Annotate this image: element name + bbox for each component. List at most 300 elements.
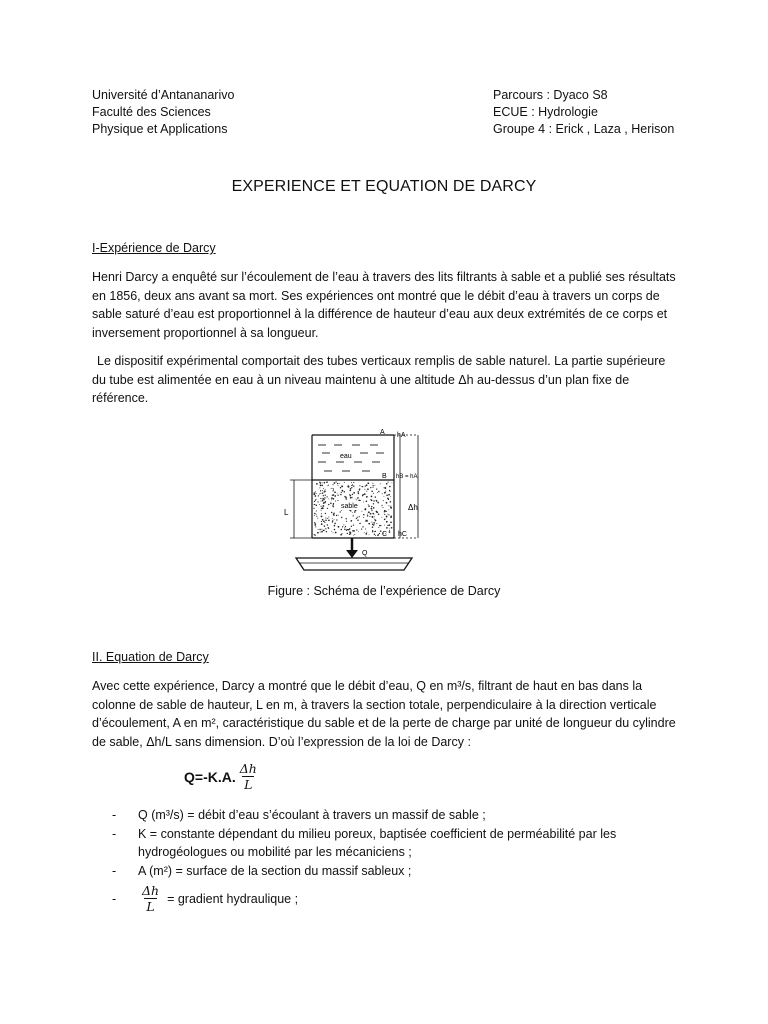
- sand-grain: [350, 495, 352, 497]
- sand-grain: [377, 492, 378, 493]
- sand-grain: [389, 531, 391, 533]
- sand-grain: [374, 485, 375, 486]
- sand-grain: [357, 519, 359, 521]
- sand-grain: [340, 511, 341, 512]
- sand-grain: [372, 530, 374, 532]
- sand-grain: [324, 522, 325, 523]
- sand-grain: [341, 517, 342, 518]
- sand-grain: [352, 497, 353, 498]
- sand-grain: [320, 490, 321, 491]
- sand-grain: [368, 505, 370, 507]
- sand-grain: [383, 500, 384, 501]
- sand-grain: [316, 514, 317, 515]
- sand-grain: [376, 523, 377, 524]
- sand-grain: [378, 527, 379, 528]
- sand-grain: [365, 520, 366, 521]
- darcy-experiment-figure: [282, 425, 422, 575]
- sand-grain: [327, 518, 328, 519]
- sand-grain: [340, 487, 341, 488]
- sand-grain: [386, 521, 388, 523]
- sand-grain: [372, 517, 373, 518]
- sand-grain: [325, 513, 326, 514]
- sand-grain: [368, 483, 369, 484]
- sand-grain: [333, 498, 335, 500]
- sand-grain: [345, 498, 347, 500]
- sand-grain: [365, 485, 366, 486]
- sand-grain: [364, 532, 365, 533]
- sand-grain: [334, 523, 336, 525]
- sand-grain: [319, 529, 320, 530]
- sand-grain: [344, 491, 345, 492]
- sand-grain: [342, 486, 343, 487]
- sand-grain: [328, 504, 329, 505]
- sand-grain: [386, 511, 387, 512]
- label-hB-hA: hB = hA: [396, 474, 418, 480]
- sand-grain: [332, 518, 333, 519]
- sand-grain: [356, 499, 357, 500]
- sand-grain: [345, 526, 346, 527]
- sand-grain: [374, 524, 375, 525]
- sand-grain: [385, 492, 386, 493]
- sand-grain: [326, 481, 328, 483]
- sand-grain: [379, 525, 381, 527]
- sand-grain: [350, 533, 351, 534]
- sand-grain: [344, 482, 345, 483]
- sand-grain: [374, 534, 375, 535]
- sand-grain: [375, 520, 377, 522]
- sand-grain: [317, 501, 318, 502]
- sand-grain: [363, 517, 364, 518]
- sand-grain: [316, 516, 317, 517]
- sand-grain: [334, 529, 336, 531]
- sand-grain: [340, 534, 342, 536]
- label-L: L: [284, 508, 289, 517]
- sand-grain: [380, 483, 381, 484]
- sand-grain: [358, 497, 359, 498]
- sand-grain: [321, 523, 323, 525]
- sand-grain: [314, 501, 315, 502]
- sand-grain: [388, 505, 389, 506]
- sand-grain: [317, 518, 318, 519]
- sand-grain: [371, 522, 372, 523]
- sand-grain: [371, 508, 373, 510]
- faculty-name: Faculté des Sciences: [92, 105, 211, 119]
- sand-grain: [356, 529, 357, 530]
- sand-grain: [351, 526, 352, 527]
- collection-trough: [296, 558, 412, 570]
- sand-grain: [334, 495, 336, 497]
- sand-grain: [314, 534, 315, 535]
- sand-grain: [326, 531, 327, 532]
- sand-grain: [347, 485, 349, 487]
- sand-grain: [382, 493, 383, 494]
- sand-grain: [370, 513, 372, 515]
- sand-grain: [354, 511, 356, 513]
- sand-grain: [331, 512, 332, 513]
- sand-grain: [373, 500, 374, 501]
- sand-grain: [335, 500, 336, 501]
- sand-grain: [357, 517, 358, 518]
- sand-grain: [390, 516, 391, 517]
- sand-grain: [386, 516, 388, 518]
- sand-grain: [388, 524, 390, 526]
- sand-grain: [390, 506, 391, 507]
- formula-numerator: Δh: [239, 761, 257, 776]
- formula-denominator: L: [244, 777, 253, 792]
- sand-grain: [372, 526, 374, 528]
- sand-grain: [362, 526, 363, 527]
- sand-grain: [337, 494, 338, 495]
- def-gradient: [112, 884, 298, 914]
- sand-grain: [314, 504, 315, 505]
- sand-grain: [353, 516, 354, 517]
- gradient-denominator: L: [146, 899, 155, 914]
- list-dash: -: [112, 826, 117, 841]
- list-dash: -: [112, 863, 117, 878]
- sand-grain: [343, 524, 344, 525]
- sand-grain: [315, 495, 317, 497]
- label-hC: hC: [398, 531, 407, 538]
- sand-grain: [334, 525, 336, 527]
- sand-grain: [375, 535, 376, 536]
- sand-grain: [338, 485, 339, 486]
- sand-grain: [383, 496, 384, 497]
- def-K: K = constante dépendant du milieu poreux, baptisée coefficient de perméabilité par les hydrogéologues ou mobilité par les mécaniciens ;: [138, 826, 617, 859]
- sand-grain: [332, 520, 333, 521]
- sand-grain: [316, 510, 317, 511]
- sand-grain: [321, 506, 322, 507]
- sand-grain: [385, 488, 387, 490]
- sand-grain: [323, 495, 324, 496]
- sand-grain: [384, 510, 386, 512]
- sand-grain: [353, 486, 354, 487]
- course-track: Parcours : Dyaco S8: [493, 88, 608, 102]
- sand-grain: [366, 484, 368, 486]
- sand-grain: [332, 495, 333, 496]
- sand-grain: [373, 493, 374, 494]
- sand-grain: [321, 501, 322, 502]
- sand-grain: [320, 498, 321, 499]
- course-unit: ECUE : Hydrologie: [493, 105, 598, 119]
- sand-grain: [315, 500, 316, 501]
- sand-grain: [328, 485, 329, 486]
- sand-grain: [321, 516, 323, 518]
- sand-grain: [389, 530, 390, 531]
- list-dash: -: [112, 892, 117, 906]
- sand-grain: [315, 535, 316, 536]
- sand-grain: [359, 523, 361, 525]
- def-Q: Q (m³/s) = débit d’eau s’écoulant à travers un massif de sable ;: [138, 808, 486, 822]
- sand-grain: [324, 497, 325, 498]
- sand-grain: [339, 483, 340, 484]
- sand-grain: [321, 513, 322, 514]
- def-A: A (m²) = surface de la section du massif sableux ;: [138, 863, 412, 878]
- sand-grain: [322, 519, 324, 521]
- sand-grain: [355, 499, 356, 500]
- sand-grain: [325, 491, 326, 492]
- sand-grain: [344, 528, 346, 530]
- sand-grain: [390, 506, 391, 507]
- sand-grain: [334, 513, 335, 514]
- sand-grain: [390, 521, 392, 523]
- sand-grain: [350, 488, 352, 490]
- sand-grain: [351, 482, 352, 483]
- sand-grain: [359, 516, 360, 517]
- sand-grain: [321, 510, 322, 511]
- section1-paragraph1: Henri Darcy a enquêté sur l’écoulement de l’eau à travers des lits filtrants à sable et a publié ses résultats en 1856, deux ans avant sa mort. Ses expériences ont montré que le débit d’eau à travers un corps de sable saturé d’eau est proportionnel à la différence de hauteur d’eau aux deux extrémités de ce corps et inversement proportionnel à sa longueur.: [92, 270, 676, 340]
- sand-grain: [365, 528, 366, 529]
- sand-grain: [372, 483, 373, 484]
- sand-grain: [353, 515, 354, 516]
- sand-grain: [325, 501, 326, 502]
- sand-grain: [328, 498, 329, 499]
- sand-grain: [390, 496, 391, 497]
- sand-grain: [322, 498, 323, 499]
- sand-grain: [390, 491, 391, 492]
- sand-grain: [373, 524, 375, 526]
- sand-grain: [336, 519, 337, 520]
- sand-grain: [388, 514, 389, 515]
- sand-grain: [314, 513, 316, 515]
- sand-grain: [358, 493, 359, 494]
- sand-grain: [323, 488, 324, 489]
- section1-paragraph2: Le dispositif expérimental comportait des tubes verticaux remplis de sable naturel. La partie supérieure du tube est alimentée en eau à un niveau maintenu à une altitude Δh au-dessus d’un plan fixe de référence.: [92, 354, 666, 405]
- sand-grain: [354, 534, 355, 535]
- label-B: B: [382, 473, 387, 480]
- sand-grain: [367, 514, 368, 515]
- sand-grain: [370, 499, 371, 500]
- sand-grain: [361, 528, 362, 529]
- sand-grain: [320, 531, 321, 532]
- sand-grain: [331, 488, 332, 489]
- sand-grain: [322, 508, 323, 509]
- sand-grain: [332, 491, 333, 492]
- sand-grain: [323, 520, 325, 522]
- sand-grain: [385, 491, 386, 492]
- sand-grain: [365, 533, 367, 535]
- sand-grain: [332, 484, 333, 485]
- list-item: [112, 825, 672, 862]
- sand-grain: [358, 531, 359, 532]
- sand-grain: [376, 511, 378, 513]
- sand-grain: [352, 494, 353, 495]
- section2-heading: II. Equation de Darcy: [92, 650, 209, 664]
- sand-grain: [321, 485, 323, 487]
- sand-grain: [371, 506, 372, 507]
- sand-grain: [371, 510, 372, 511]
- sand-grain: [359, 489, 360, 490]
- sand-grain: [319, 494, 320, 495]
- sand-grain: [384, 518, 386, 520]
- sand-grain: [374, 531, 375, 532]
- sand-grain: [356, 518, 357, 519]
- sand-grain: [386, 495, 388, 497]
- sand-grain: [366, 496, 368, 498]
- sand-grain: [377, 502, 379, 504]
- sand-grain: [325, 519, 327, 521]
- sand-grain: [358, 500, 360, 502]
- sand-grain: [321, 521, 322, 522]
- sand-grain: [387, 498, 389, 500]
- sand-grain: [373, 485, 374, 486]
- sand-grain: [333, 504, 334, 505]
- list-item: [112, 862, 672, 881]
- sand-grain: [337, 493, 338, 494]
- sand-grain: [333, 506, 334, 507]
- sand-grain: [342, 526, 343, 527]
- figure-caption: Figure : Schéma de l’expérience de Darcy: [267, 584, 501, 598]
- sand-grain: [320, 484, 322, 486]
- sand-grain: [376, 500, 377, 501]
- sand-grain: [328, 528, 329, 529]
- sand-grain: [335, 532, 337, 534]
- sand-grain: [344, 527, 345, 528]
- label-delta-h: Δh: [408, 503, 418, 512]
- definitions-list: [112, 806, 672, 880]
- sand-grain: [326, 496, 327, 497]
- gradient-fraction: [140, 884, 161, 914]
- section1-heading: I-Expérience de Darcy: [92, 241, 216, 255]
- sand-grain: [340, 494, 342, 496]
- sand-grain: [351, 485, 352, 486]
- sand-grain: [350, 490, 351, 491]
- sand-grain: [315, 526, 316, 527]
- sand-grain: [324, 530, 325, 531]
- sand-grain: [390, 501, 392, 503]
- sand-grain: [364, 509, 366, 511]
- sand-grain: [322, 492, 324, 494]
- sand-grain: [373, 522, 375, 524]
- sand-grain: [338, 526, 340, 528]
- sand-grain: [325, 528, 326, 529]
- sand-grain: [381, 525, 382, 526]
- sand-grain: [314, 515, 315, 516]
- sand-grain: [338, 515, 339, 516]
- page-title: EXPERIENCE ET EQUATION DE DARCY: [231, 178, 537, 195]
- sand-grain: [391, 527, 393, 529]
- sand-grain: [386, 483, 388, 485]
- sand-grain: [386, 502, 388, 504]
- sand-grain: [370, 487, 371, 488]
- sand-grain: [334, 491, 336, 493]
- sand-grain: [388, 482, 389, 483]
- sand-grain: [315, 523, 316, 524]
- sand-grain: [378, 513, 380, 515]
- sand-grain: [369, 523, 371, 525]
- sand-grain: [313, 493, 315, 495]
- sand-grain: [351, 487, 352, 488]
- sand-grain: [317, 532, 319, 534]
- sand-grain: [349, 531, 350, 532]
- sand-grain: [384, 525, 385, 526]
- sand-grain: [328, 516, 329, 517]
- outflow-arrow-head: [346, 550, 358, 558]
- formula-prefix: Q=-K.A.: [184, 769, 236, 785]
- sand-grain: [377, 535, 379, 537]
- sand-grain: [315, 491, 316, 492]
- sand-grain: [376, 489, 377, 490]
- sand-grain: [351, 520, 353, 522]
- sand-grain: [315, 499, 316, 500]
- gradient-numerator: Δh: [142, 883, 160, 898]
- label-C: C: [382, 531, 388, 538]
- sand-grain: [345, 518, 346, 519]
- sand-grain: [381, 517, 382, 518]
- darcy-formula: [184, 762, 259, 792]
- group-members: Groupe 4 : Erick , Laza , Herison: [493, 122, 675, 136]
- sand-grain: [325, 489, 326, 490]
- sand-grain: [344, 496, 345, 497]
- sand-grain: [353, 530, 355, 532]
- sand-grain: [320, 493, 321, 494]
- sand-grain: [316, 483, 318, 485]
- sand-grain: [359, 485, 360, 486]
- sand-grain: [341, 529, 343, 531]
- sand-grain: [328, 519, 330, 521]
- sand-grain: [388, 509, 389, 510]
- sand-grain: [386, 518, 387, 519]
- sand-grain: [334, 515, 335, 516]
- sand-label: sable: [341, 503, 358, 510]
- sand-grain: [371, 496, 373, 498]
- sand-grain: [389, 486, 391, 488]
- university-name: Université d’Antananarivo: [92, 88, 235, 102]
- sand-grain: [325, 494, 326, 495]
- sand-grain: [366, 532, 367, 533]
- sand-grain: [319, 487, 320, 488]
- sand-grain: [318, 529, 319, 530]
- sand-grain: [374, 516, 375, 517]
- sand-grain: [319, 482, 320, 483]
- sand-grain: [331, 499, 332, 500]
- sand-grain: [362, 494, 364, 496]
- sand-grain: [357, 491, 359, 493]
- sand-grain: [316, 505, 318, 507]
- sand-grain: [375, 496, 376, 497]
- sand-grain: [366, 491, 367, 492]
- sand-grain: [331, 531, 332, 532]
- sand-grain: [372, 487, 373, 488]
- list-item: [112, 806, 672, 825]
- sand-grain: [369, 535, 370, 536]
- sand-grain: [353, 492, 355, 494]
- sand-grain: [341, 533, 342, 534]
- formula-fraction: [238, 762, 259, 792]
- sand-grain: [389, 528, 390, 529]
- water-label: eau: [340, 453, 352, 460]
- sand-grain: [374, 517, 375, 518]
- gradient-text: = gradient hydraulique ;: [167, 892, 299, 906]
- sand-grain: [322, 490, 323, 491]
- sand-grain: [324, 491, 326, 493]
- sand-grain: [337, 483, 338, 484]
- sand-grain: [368, 511, 370, 513]
- sand-grain: [379, 491, 380, 492]
- sand-grain: [323, 530, 324, 531]
- sand-grain: [384, 514, 385, 515]
- sand-grain: [348, 529, 350, 531]
- sand-grain: [316, 493, 317, 494]
- header-right: [493, 87, 674, 138]
- sand-grain: [324, 525, 325, 526]
- sand-grain: [379, 533, 380, 534]
- sand-grain: [363, 514, 364, 515]
- sand-grain: [367, 488, 369, 490]
- sand-grain: [313, 508, 314, 509]
- sand-grain: [322, 482, 323, 483]
- sand-grain: [364, 493, 366, 495]
- sand-grain: [391, 482, 392, 483]
